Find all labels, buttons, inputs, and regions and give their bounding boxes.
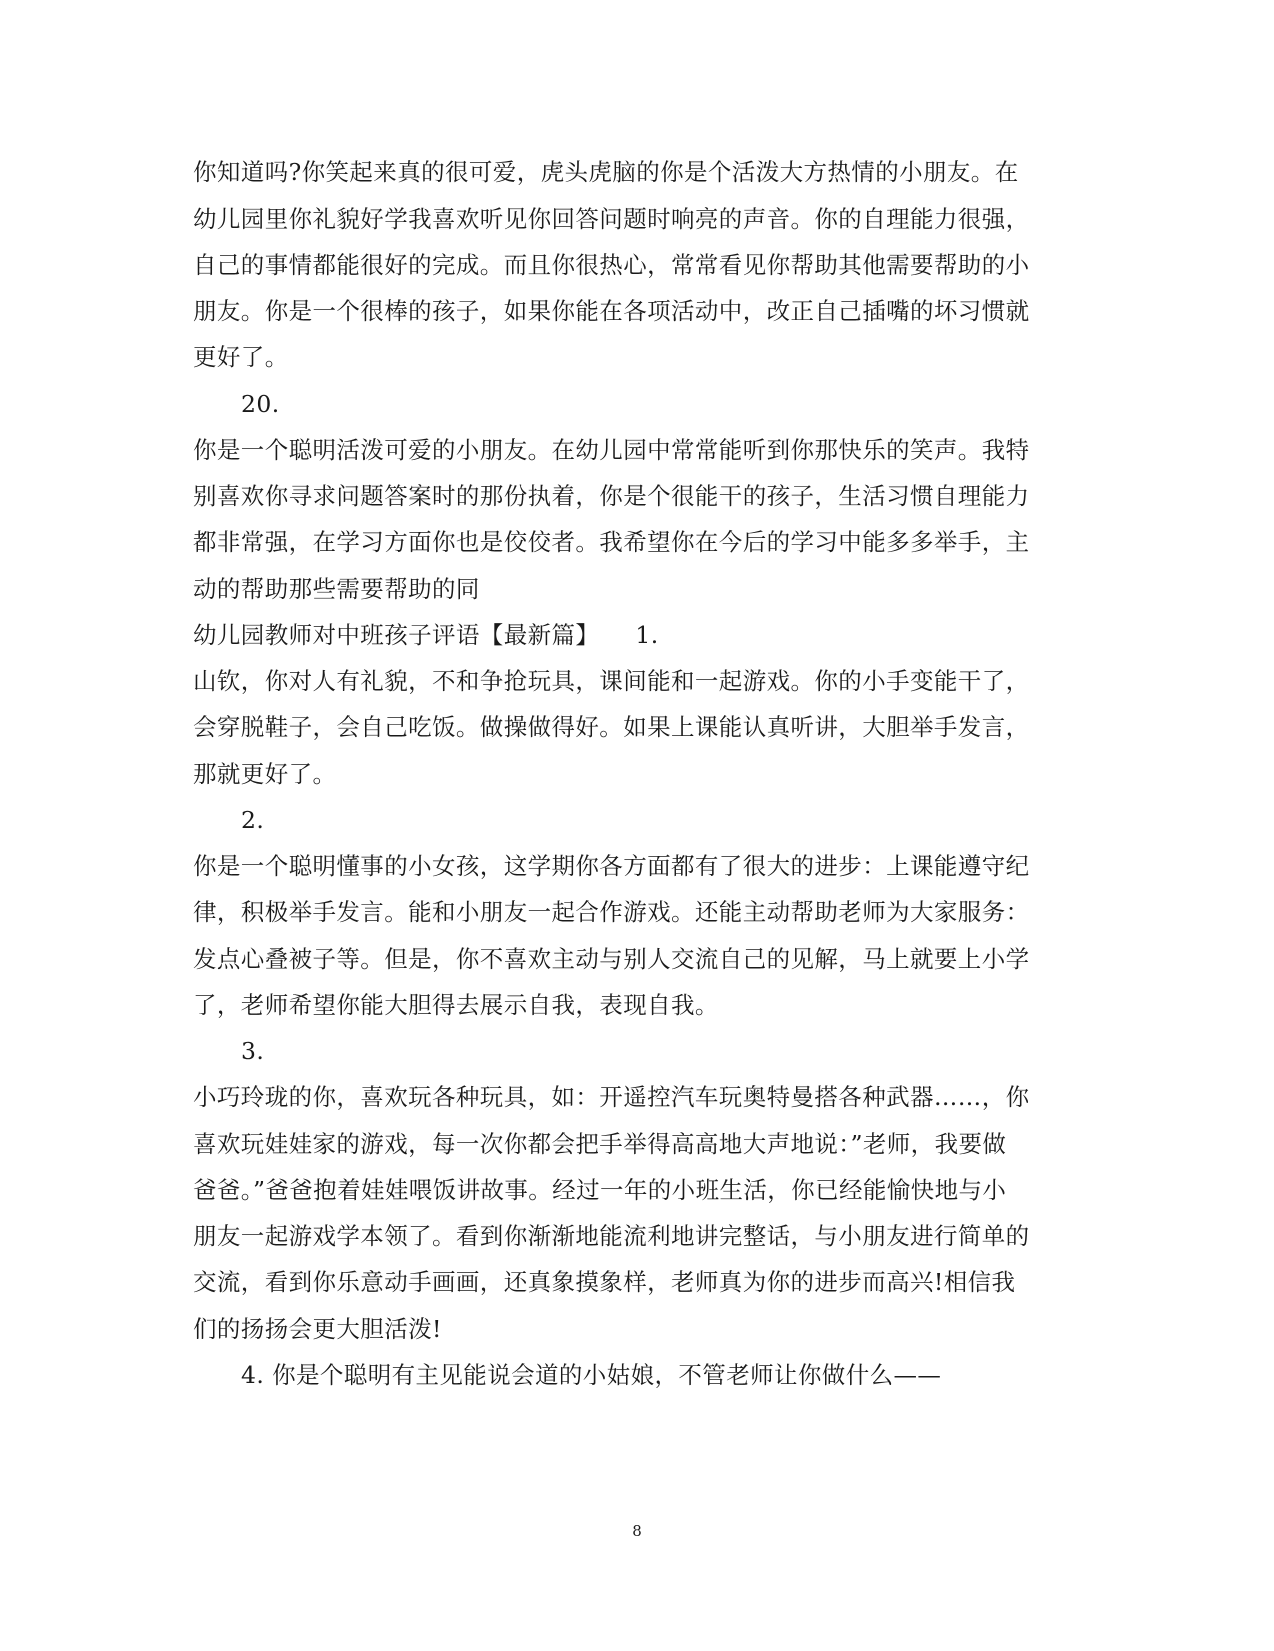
text-line: 别喜欢你寻求问题答案时的那份执着，你是个很能干的孩子，生活习惯自理能力 (193, 482, 1030, 510)
text-line: 动的帮助那些需要帮助的同 (193, 575, 480, 603)
text-line: 喜欢玩娃娃家的游戏，每一次你都会把手举得高高地大声地说：”老师，我要做 (193, 1130, 1007, 1158)
text-line: 发点心叠被子等。但是，你不喜欢主动与别人交流自己的见解，马上就要上小学 (193, 945, 1030, 973)
text-line: 那就更好了。 (193, 760, 337, 788)
text-line: 4. 你是个聪明有主见能说会道的小姑娘，不管老师让你做什么—— (241, 1361, 942, 1389)
item-number: 3. (241, 1037, 265, 1065)
section-heading: 幼儿园教师对中班孩子评语【最新篇】 1. (193, 621, 659, 649)
text-line: 都非常强，在学习方面你也是佼佼者。我希望你在今后的学习中能多多举手，主 (193, 528, 1030, 556)
text-line: 自己的事情都能很好的完成。而且你很热心，常常看见你帮助其他需要帮助的小 (193, 251, 1030, 279)
text-line: 更好了。 (193, 343, 289, 371)
text-line: 山钦，你对人有礼貌，不和争抢玩具，课间能和一起游戏。你的小手变能干了， (193, 667, 1030, 695)
item-number: 20. (241, 390, 280, 418)
text-line: 朋友。你是一个很棒的孩子，如果你能在各项活动中，改正自己插嘴的坏习惯就 (193, 297, 1030, 325)
text-line: 律，积极举手发言。能和小朋友一起合作游戏。还能主动帮助老师为大家服务： (193, 898, 1030, 926)
text-line: 你是一个聪明懂事的小女孩，这学期你各方面都有了很大的进步：上课能遵守纪 (193, 852, 1030, 880)
text-line: 你知道吗?你笑起来真的很可爱，虎头虎脑的你是个活泼大方热情的小朋友。在 (193, 158, 1019, 186)
text-line: 你是一个聪明活泼可爱的小朋友。在幼儿园中常常能听到你那快乐的笑声。我特 (193, 436, 1030, 464)
text-line: 爸爸。”爸爸抱着娃娃喂饭讲故事。经过一年的小班生活，你已经能愉快地与小 (193, 1176, 1007, 1204)
text-line: 朋友一起游戏学本领了。看到你渐渐地能流利地讲完整话，与小朋友进行简单的 (193, 1222, 1030, 1250)
text-line: 们的扬扬会更大胆活泼! (193, 1315, 442, 1343)
item-number: 2. (241, 806, 265, 834)
text-line: 了，老师希望你能大胆得去展示自我，表现自我。 (193, 991, 719, 1019)
text-line: 交流，看到你乐意动手画画，还真象摸象样，老师真为你的进步而高兴!相信我 (193, 1268, 1016, 1296)
page-number: 8 (632, 1522, 642, 1540)
text-line: 小巧玲珑的你，喜欢玩各种玩具，如：开遥控汽车玩奥特曼搭各种武器……，你 (193, 1083, 1030, 1111)
text-line: 会穿脱鞋子，会自己吃饭。做操做得好。如果上课能认真听讲，大胆举手发言， (193, 713, 1030, 741)
text-line: 幼儿园里你礼貌好学我喜欢听见你回答问题时响亮的声音。你的自理能力很强， (193, 205, 1030, 233)
